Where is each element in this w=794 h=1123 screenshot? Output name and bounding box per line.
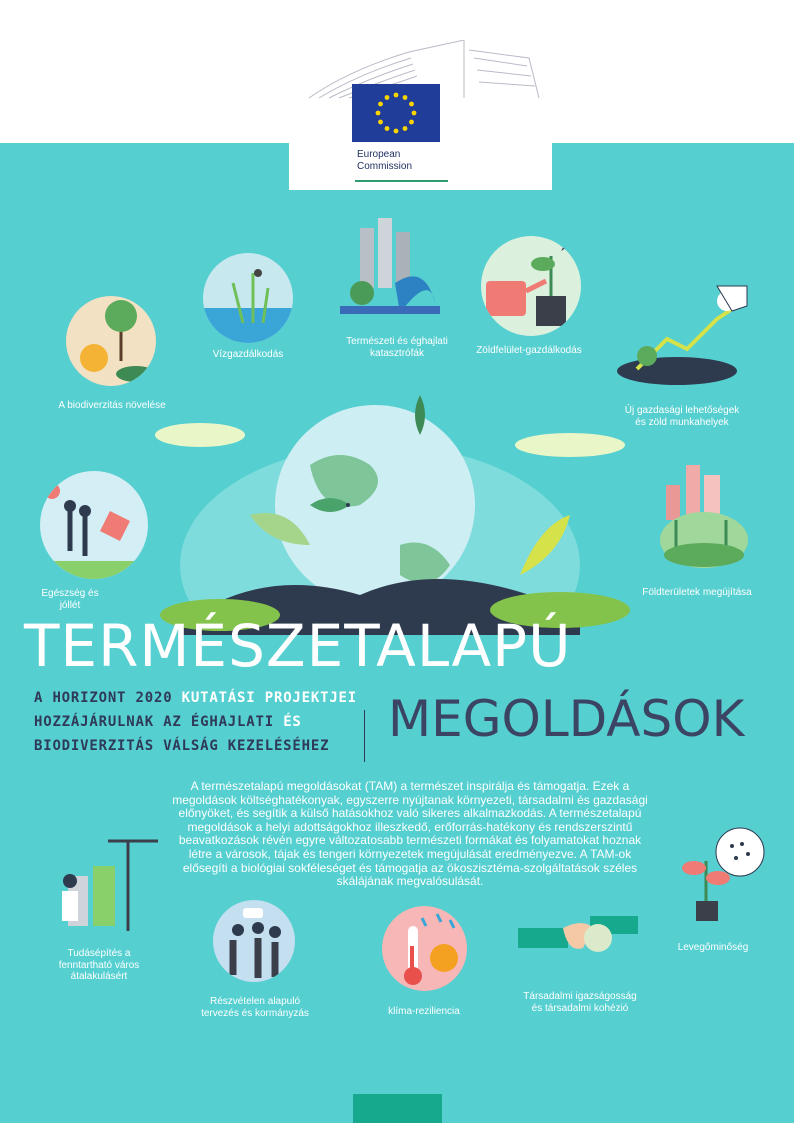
body-paragraph: A természetalapú megoldásokat (TAM) a természet inspirálja és támogatja. Ezek a megoldások költséghatékonyak, egyszerre nyújtanak környezeti, társadalmi és gazdasági előnyöket, és segítik a külső hatásokhoz való sikeres alkalmazkodás. A természetalapú megoldások a helyi adottságokhoz illeszkedő, erőforrás-hatékony és rendszerszintű beavatkozások révén egyre változatosabb természeti formákat és folyamatokat hoznak létre a városok, tájak és tengeri környezetek megújulását eredményezve. A TAM-ok elősegíti a biológiai sokféleséget és támogatja az ökoszisztéma-szolgáltatások széles skálájának megvalósulását. <box>172 779 648 889</box>
subtitle <box>34 686 357 758</box>
sub1-a: A HORIZONT 2020 <box>34 690 173 706</box>
earth-illustration <box>140 395 660 635</box>
label-air: Levegőminőség <box>677 942 749 953</box>
disasters-icon <box>340 218 440 318</box>
label-disasters: Természeti és éghajlati katasztrófák <box>346 336 448 359</box>
economy-icon <box>607 281 757 391</box>
logo-line2: Commission <box>357 161 413 172</box>
land-icon <box>656 460 752 570</box>
label-participation: Részvételen alapuló tervezés és kormányzás <box>201 996 309 1019</box>
climate-icon <box>382 906 467 991</box>
logo-line1: European <box>357 149 401 160</box>
participation-icon <box>213 900 295 982</box>
label-social: Társadalmi igazságosság és társadalmi kohézió <box>523 991 637 1014</box>
bottom-bar <box>353 1094 442 1123</box>
main-title-line2: MEGOLDÁSOK <box>388 690 745 748</box>
label-water: Vízgazdálkodás <box>212 349 284 360</box>
health-icon <box>40 471 148 579</box>
label-health: Egészség és jóllét <box>41 588 99 611</box>
eu-flag-icon <box>352 84 440 142</box>
water-icon <box>203 253 293 343</box>
label-biodiversity: A biodiverzitás növelése <box>58 400 166 411</box>
biodiversity-icon <box>66 296 156 386</box>
sub2-a: HOZZÁJÁRULNAK AZ ÉGHAJLATI <box>34 714 274 730</box>
label-economy: Új gazdasági lehetőségek és zöld munkahelyek <box>624 405 740 428</box>
divider <box>364 710 365 762</box>
main-title-line1: TERMÉSZETALAPÚ <box>24 612 572 680</box>
green-space-icon <box>481 236 581 336</box>
sub2-b: ÉS <box>283 714 302 730</box>
sub3: BIODIVERZITÁS VÁLSÁG KEZELÉSÉHEZ <box>34 738 330 754</box>
knowledge-icon <box>48 836 163 941</box>
label-green-space: Zöldfelület-gazdálkodás <box>476 345 582 356</box>
sub1-b: KUTATÁSI PROJEKTJEI <box>181 690 358 706</box>
logo-underline <box>355 180 448 182</box>
label-land: Földterületek megújítása <box>642 587 752 598</box>
social-icon <box>518 898 638 988</box>
label-climate: klíma-reziliencia <box>388 1006 460 1017</box>
label-knowledge: Tudásépítés a fenntartható város átalakulásért <box>58 948 140 982</box>
logo-text <box>357 149 412 173</box>
air-icon <box>666 816 771 931</box>
